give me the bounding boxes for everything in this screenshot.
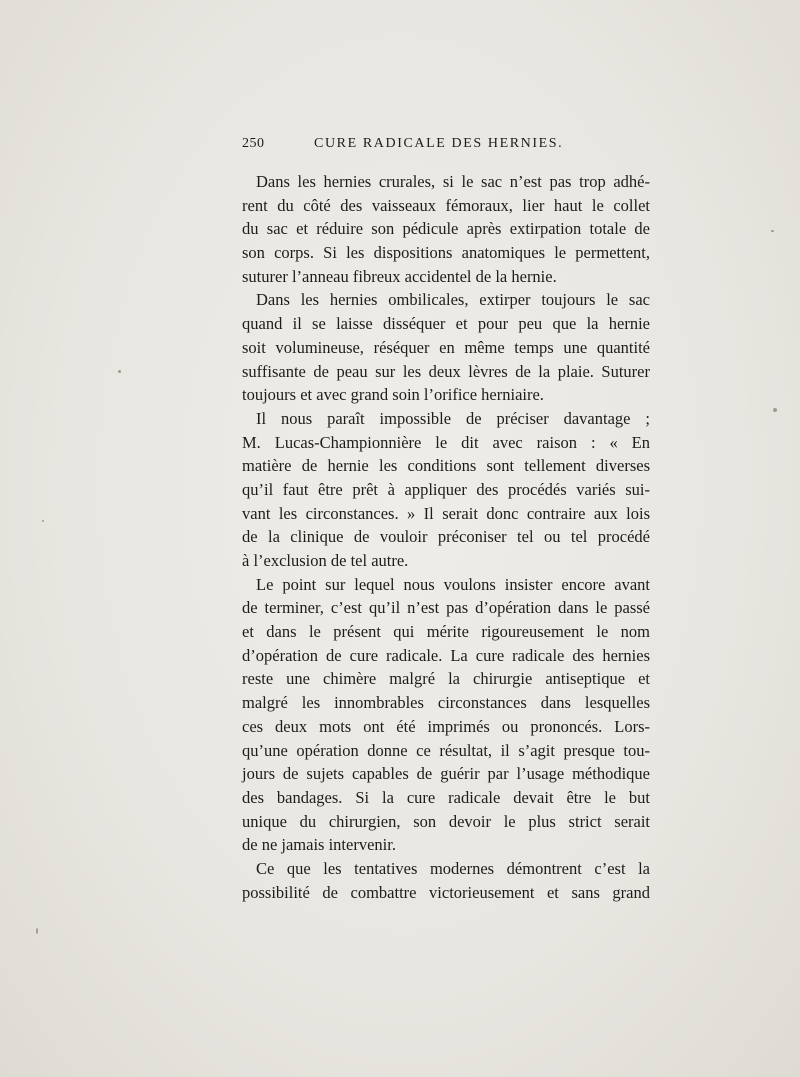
text-line: du sac et réduire son pédicule après extirpation totale de: [242, 219, 650, 239]
text-line: Dans les hernies crurales, si le sac n’est pas trop adhé-: [256, 172, 650, 191]
text-line: suffisante de peau sur les deux lèvres de la plaie. Suturer: [242, 361, 650, 381]
text-line: à l’exclusion de tel autre.: [242, 551, 409, 570]
text-line: toujours et avec grand soin l’orifice herniaire.: [242, 385, 544, 405]
text-line: de ne jamais intervenir.: [242, 835, 396, 855]
text-line: Ce que les tentatives modernes démontrent c’est la: [256, 858, 650, 878]
text-line: et dans le présent qui mérite rigoureusement le nom: [242, 622, 650, 642]
text-line: de terminer, c’est qu’il n’est pas d’opération dans le passé: [242, 598, 650, 618]
text-line: jours de sujets capables de guérir par l’usage méthodique: [242, 764, 650, 784]
text-line: des bandages. Si la cure radicale devait être le but: [242, 787, 650, 807]
text-line: reste une chimère malgré la chirurgie antiseptique et: [242, 669, 650, 689]
body-text: [242, 170, 650, 904]
text-line: Dans les hernies ombilicales, extirper toujours le sac: [256, 290, 650, 310]
text-line: quand il se laisse disséquer et pour peu que la hernie: [242, 314, 650, 334]
text-line: de la clinique de vouloir préconiser tel ou tel procédé: [242, 527, 650, 547]
text-line: qu’une opération donne ce résultat, il s’agit presque tou-: [242, 740, 650, 760]
running-title: CURE RADICALE DES HERNIES.: [314, 136, 564, 151]
text-line: rent du côté des vaisseaux fémoraux, lier haut le collet: [242, 195, 650, 215]
text-line: soit volumineuse, réséquer en même temps une quantité: [242, 337, 650, 357]
text-line: matière de hernie les conditions sont tellement diverses: [242, 456, 650, 476]
text-line: son corps. Si les dispositions anatomiques le permettent,: [242, 243, 650, 263]
text-line: suturer l’anneau fibreux accidentel de la hernie.: [242, 266, 557, 286]
text-line: malgré les innombrables circonstances dans lesquelles: [242, 693, 650, 713]
text-line: ces deux mots ont été imprimés ou prononcés. Lors-: [242, 716, 650, 736]
page-header: [242, 132, 650, 156]
paper-speck: [771, 230, 774, 232]
paper-speck: [36, 928, 38, 934]
paper-speck: [42, 520, 44, 522]
paper-speck: [773, 408, 777, 412]
text-line: qu’il faut être prêt à appliquer des procédés variés sui-: [242, 479, 650, 499]
text-line: possibilité de combattre victorieusement et sans grand: [242, 882, 650, 902]
page-number: 250: [242, 136, 265, 151]
text-line: Le point sur lequel nous voulons insister encore avant: [256, 574, 650, 594]
text-line: d’opération de cure radicale. La cure radicale des hernies: [242, 645, 650, 665]
text-line: M. Lucas-Championnière le dit avec raison : « En: [242, 432, 650, 452]
text-line: vant les circonstances. » Il serait donc contraire aux lois: [242, 503, 650, 523]
text-line: Il nous paraît impossible de préciser davantage ;: [256, 408, 650, 428]
text-line: unique du chirurgien, son devoir le plus strict serait: [242, 811, 650, 831]
paper-speck: [118, 370, 121, 373]
